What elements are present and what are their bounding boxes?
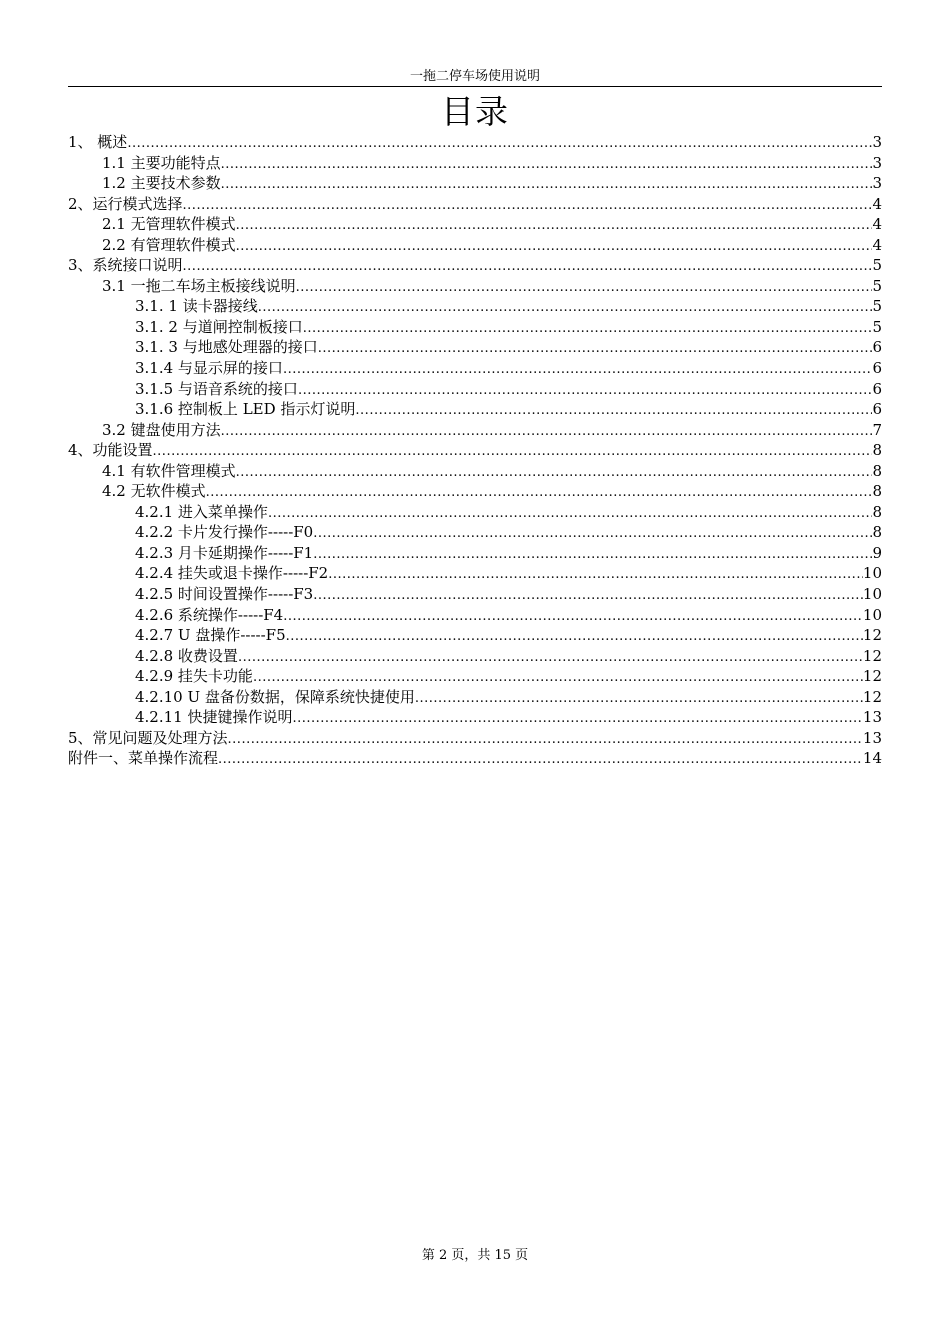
toc-entry[interactable] xyxy=(68,728,882,749)
toc-entry-label: 1、 概述 xyxy=(68,133,128,151)
toc-entry-label: 3.1. 1 读卡器接线 xyxy=(135,297,258,316)
toc-entry[interactable] xyxy=(68,153,882,174)
toc-entry[interactable] xyxy=(68,173,882,194)
toc-entry-label: 3.1.4 与显示屏的接口 xyxy=(135,359,283,378)
toc-entry[interactable] xyxy=(68,461,882,482)
toc-entry[interactable] xyxy=(68,317,882,338)
toc-entry-page-number: 8 xyxy=(872,523,882,542)
toc-entry-label: 4.2.9 挂失卡功能 xyxy=(135,667,253,686)
toc-dot-leader xyxy=(283,607,863,628)
toc-entry-label: 5、常见问题及处理方法 xyxy=(68,728,228,747)
toc-entry-label: 4、功能设置 xyxy=(68,441,153,460)
page-title: 目录 xyxy=(441,92,509,131)
toc-dot-leader xyxy=(221,155,873,176)
toc-entry-page-number: 12 xyxy=(862,687,882,706)
toc-entry-label: 4.2.10 U 盘备份数据，保障系统快捷使用 xyxy=(135,687,415,706)
toc-entry-page-number: 5 xyxy=(872,276,882,295)
toc-entry[interactable] xyxy=(68,543,882,564)
toc-entry-page-number: 12 xyxy=(862,667,882,686)
toc-entry-page-number: 12 xyxy=(862,646,882,665)
toc-entry-page-number: 6 xyxy=(872,359,882,378)
toc-entry-page-number: 6 xyxy=(872,400,882,419)
toc-dot-leader xyxy=(292,709,862,730)
toc-entry-page-number: 5 xyxy=(872,297,882,316)
toc-entry-label: 2.2 有管理软件模式 xyxy=(102,235,236,254)
toc-entry-label: 3.1.5 与语音系统的接口 xyxy=(135,379,298,398)
toc-entry[interactable] xyxy=(68,748,882,769)
toc-dot-leader xyxy=(253,668,863,689)
toc-dot-leader xyxy=(313,586,863,607)
toc-entry-page-number: 4 xyxy=(872,194,882,213)
toc-entry-page-number: 8 xyxy=(872,461,882,480)
toc-entry-page-number: 6 xyxy=(872,379,882,398)
toc-entry-label: 4.2.8 收费设置 xyxy=(135,646,238,665)
toc-dot-leader xyxy=(218,750,863,771)
toc-entry[interactable] xyxy=(68,358,882,379)
toc-entry-page-number: 3 xyxy=(872,174,882,193)
toc-entry[interactable] xyxy=(68,337,882,358)
toc-entry-page-number: 10 xyxy=(862,564,882,583)
toc-dot-leader xyxy=(286,627,863,648)
toc-dot-leader xyxy=(258,298,873,319)
toc-entry-page-number: 5 xyxy=(872,256,882,275)
toc-entry[interactable] xyxy=(68,440,882,461)
toc-entry[interactable] xyxy=(68,584,882,605)
toc-entry-label: 4.2.7 U 盘操作-----F5 xyxy=(135,626,286,645)
toc-entry-label: 附件一、菜单操作流程 xyxy=(68,749,219,768)
toc-entry-page-number: 6 xyxy=(872,338,882,357)
toc-dot-leader xyxy=(228,730,863,751)
toc-entry-label: 3.1 一拖二车场主板接线说明 xyxy=(102,276,296,295)
toc-entry-page-number: 14 xyxy=(862,749,882,768)
toc-entry[interactable] xyxy=(68,399,882,420)
toc-entry-page-number: 12 xyxy=(862,626,882,645)
toc-entry[interactable] xyxy=(68,481,882,502)
toc-entry[interactable] xyxy=(68,687,882,708)
toc-entry[interactable] xyxy=(68,276,882,297)
toc-entry-page-number: 8 xyxy=(872,482,882,501)
toc-entry-label: 3、系统接口说明 xyxy=(68,256,183,275)
toc-entry[interactable] xyxy=(68,132,882,153)
toc-entry[interactable] xyxy=(68,379,882,400)
toc-entry-label: 1.2 主要技术参数 xyxy=(102,174,221,193)
toc-dot-leader xyxy=(238,648,863,669)
toc-entry-page-number: 13 xyxy=(862,708,882,727)
toc-entry-page-number: 13 xyxy=(862,728,882,747)
toc-dot-leader xyxy=(221,175,873,196)
toc-entry-label: 1.1 主要功能特点 xyxy=(102,153,221,172)
toc-entry-page-number: 8 xyxy=(872,502,882,521)
toc-entry-label: 3.1.6 控制板上 LED 指示灯说明 xyxy=(135,400,356,419)
toc-dot-leader xyxy=(153,442,873,463)
toc-entry-label: 2.1 无管理软件模式 xyxy=(102,215,236,234)
toc-dot-leader xyxy=(127,134,872,155)
toc-entry[interactable] xyxy=(68,502,882,523)
toc-entry-page-number: 7 xyxy=(872,420,882,439)
running-header: 一拖二停车场使用说明 xyxy=(68,67,882,87)
table-of-contents xyxy=(68,132,882,769)
toc-entry-page-number: 10 xyxy=(862,585,882,604)
toc-dot-leader xyxy=(183,257,873,278)
toc-dot-leader xyxy=(183,196,873,217)
toc-dot-leader xyxy=(415,689,863,710)
toc-entry[interactable] xyxy=(68,214,882,235)
toc-dot-leader xyxy=(236,237,873,258)
toc-entry-page-number: 5 xyxy=(872,317,882,336)
toc-entry[interactable] xyxy=(68,194,882,215)
toc-entry[interactable] xyxy=(68,605,882,626)
toc-entry[interactable] xyxy=(68,296,882,317)
toc-entry-label: 4.2 无软件模式 xyxy=(102,482,206,501)
toc-entry-label: 3.1. 3 与地感处理器的接口 xyxy=(135,338,318,357)
toc-entry-label: 4.2.11 快捷键操作说明 xyxy=(135,708,293,727)
toc-entry[interactable] xyxy=(68,666,882,687)
toc-entry-label: 4.2.1 进入菜单操作 xyxy=(135,502,268,521)
toc-entry-page-number: 4 xyxy=(872,215,882,234)
toc-entry-page-number: 3 xyxy=(872,153,882,172)
toc-entry-label: 2、运行模式选择 xyxy=(68,194,183,213)
toc-dot-leader xyxy=(328,565,863,586)
toc-dot-leader xyxy=(303,319,873,340)
toc-dot-leader xyxy=(236,216,873,237)
toc-entry-label: 4.1 有软件管理模式 xyxy=(102,461,236,480)
toc-entry-page-number: 4 xyxy=(872,235,882,254)
toc-entry-page-number: 3 xyxy=(872,133,882,151)
toc-entry-label: 4.2.5 时间设置操作-----F3 xyxy=(135,585,314,604)
toc-entry[interactable] xyxy=(68,255,882,276)
toc-dot-leader xyxy=(283,360,873,381)
toc-entry-page-number: 9 xyxy=(872,543,882,562)
toc-dot-leader xyxy=(221,422,873,443)
toc-entry-label: 4.2.4 挂失或退卡操作-----F2 xyxy=(135,564,329,583)
toc-entry-label: 4.2.2 卡片发行操作-----F0 xyxy=(135,523,314,542)
toc-entry[interactable] xyxy=(68,707,882,728)
toc-dot-leader xyxy=(355,401,872,422)
toc-dot-leader xyxy=(313,524,872,545)
toc-dot-leader xyxy=(298,381,873,402)
toc-entry[interactable] xyxy=(68,235,882,256)
toc-dot-leader xyxy=(318,339,873,360)
toc-dot-leader xyxy=(236,463,873,484)
toc-entry[interactable] xyxy=(68,563,882,584)
toc-entry-page-number: 10 xyxy=(862,605,882,624)
toc-entry-label: 3.2 键盘使用方法 xyxy=(102,420,221,439)
toc-entry[interactable] xyxy=(68,420,882,441)
toc-entry-label: 4.2.6 系统操作-----F4 xyxy=(135,605,284,624)
toc-entry-label: 4.2.3 月卡延期操作-----F1 xyxy=(135,543,314,562)
toc-entry[interactable] xyxy=(68,522,882,543)
toc-entry-label: 3.1. 2 与道闸控制板接口 xyxy=(135,317,303,336)
toc-entry-page-number: 8 xyxy=(872,441,882,460)
toc-dot-leader xyxy=(296,278,873,299)
toc-entry[interactable] xyxy=(68,625,882,646)
toc-dot-leader xyxy=(206,483,873,504)
toc-dot-leader xyxy=(313,545,872,566)
toc-entry[interactable] xyxy=(68,646,882,667)
toc-dot-leader xyxy=(268,504,873,525)
page-footer: 第 2 页，共 15 页 xyxy=(421,1248,529,1263)
